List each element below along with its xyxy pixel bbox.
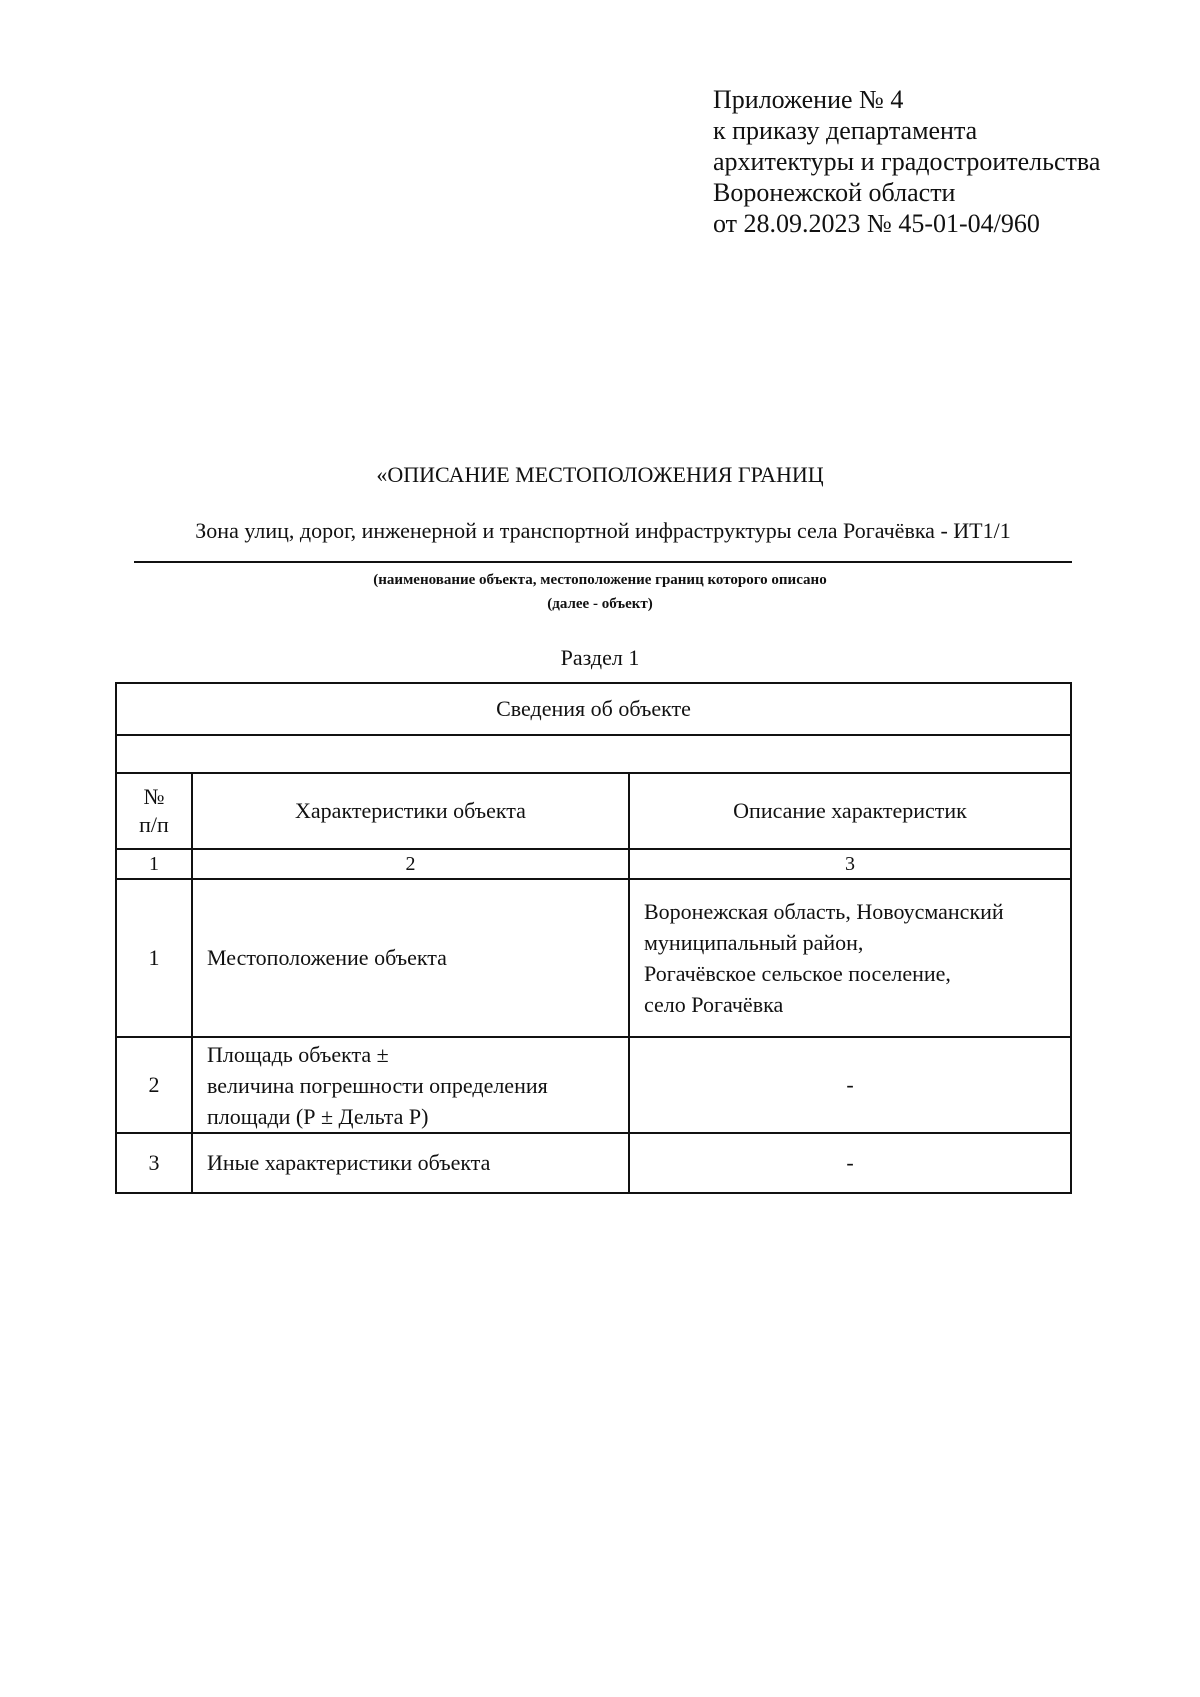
caption-line: (далее - объект) [547, 596, 653, 612]
object-info-table [115, 682, 1072, 1194]
appendix-line: Воронежской области [713, 178, 956, 207]
zone-name: Зона улиц, дорог, инженерной и транспортной инфраструктуры села Рогачёвка - ИТ1/1 [195, 518, 1011, 543]
header-description: Описание характеристик [629, 773, 1071, 849]
description-line: Рогачёвское сельское поселение, [644, 961, 951, 986]
column-index: 1 [116, 849, 192, 879]
table-header-row [116, 773, 1071, 849]
appendix-block [713, 84, 1100, 239]
table-row [116, 879, 1071, 1037]
description-line: Воронежская область, Новоусманский [644, 899, 1004, 924]
row-number: 2 [116, 1037, 192, 1133]
table-row [116, 1037, 1071, 1133]
header-num-line: № [143, 784, 165, 809]
object-caption [0, 568, 1200, 616]
description-line: муниципальный район, [644, 930, 864, 955]
row-description: - [629, 1037, 1071, 1133]
table-banner: Сведения об объекте [116, 683, 1071, 735]
row-description [629, 879, 1071, 1037]
caption-line: (наименование объекта, местоположение границ которого описано [373, 572, 827, 588]
appendix-line: Приложение № 4 [713, 85, 904, 114]
column-index-row [116, 849, 1071, 879]
row-characteristic: Местоположение объекта [192, 879, 629, 1037]
table-row [116, 1133, 1071, 1193]
row-characteristic [192, 1037, 629, 1133]
appendix-line: от 28.09.2023 № 45-01-04/960 [713, 209, 1040, 238]
header-characteristics: Характеристики объекта [192, 773, 629, 849]
header-num-line: п/п [139, 812, 169, 837]
table-empty-row [116, 735, 1071, 773]
section-title: Раздел 1 [560, 645, 640, 670]
appendix-line: к приказу департамента [713, 116, 978, 145]
row-number: 3 [116, 1133, 192, 1193]
row-number: 1 [116, 879, 192, 1037]
characteristic-line: Площадь объекта ± [207, 1041, 389, 1067]
column-index: 3 [629, 849, 1071, 879]
table-banner-row [116, 683, 1071, 735]
description-line: село Рогачёвка [644, 992, 784, 1017]
appendix-line: архитектуры и градостроительства [713, 147, 1101, 176]
header-num [116, 773, 192, 849]
empty-cell [116, 735, 1071, 773]
column-index: 2 [192, 849, 629, 879]
zone-name-underline [134, 561, 1072, 563]
row-description: - [629, 1133, 1071, 1193]
characteristic-line: величина погрешности определения [207, 1072, 548, 1098]
characteristic-line: площади (Р ± Дельта Р) [207, 1103, 429, 1129]
row-characteristic: Иные характеристики объекта [192, 1133, 629, 1193]
document-title: «ОПИСАНИЕ МЕСТОПОЛОЖЕНИЯ ГРАНИЦ [376, 462, 824, 487]
